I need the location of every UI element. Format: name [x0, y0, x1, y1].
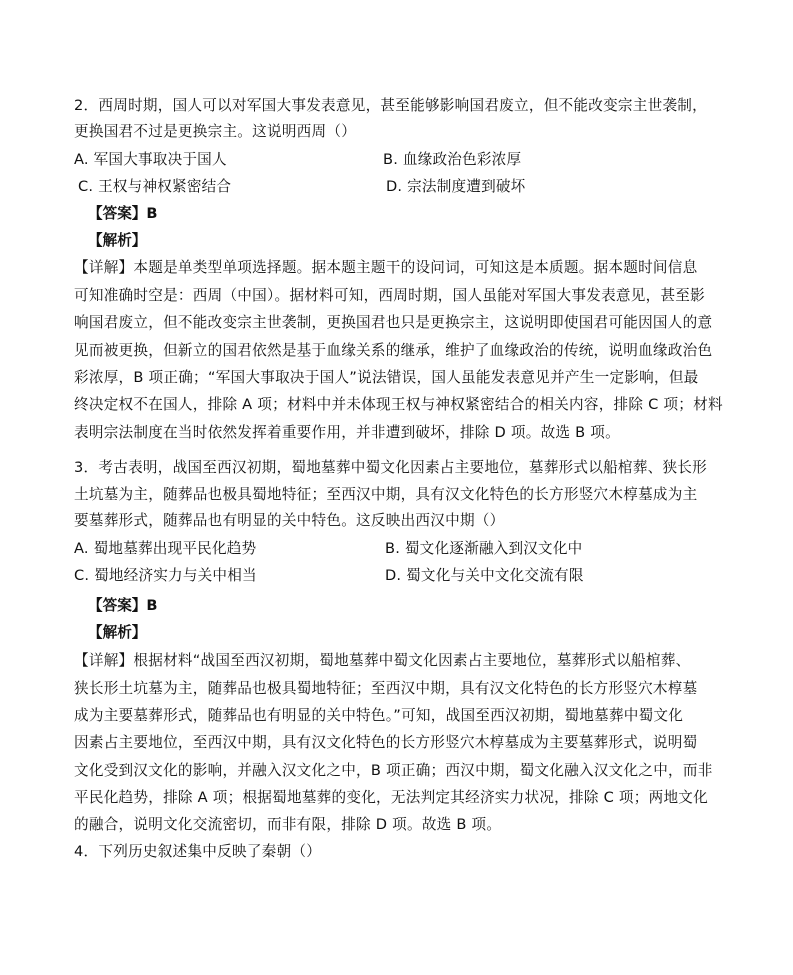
q3-stem-line-3: 要墓葬形式，随葬品也有明显的关中特色。这反映出西汉中期（）	[74, 512, 505, 529]
q3-option-c: C. 蜀地经济实力与关中相当	[74, 567, 257, 584]
q3-answer	[88, 596, 158, 616]
q3-stem-line-2: 土坑墓为主，随葬品也极具蜀地特征；至西汉中期，具有汉文化特色的长方形竖穴木椁墓成为主	[74, 486, 698, 503]
q2-detail-line: 表明宗法制度在当时依然发挥着重要作用，并非遭到破坏，排除 D 项。故选 B 项。	[74, 424, 620, 441]
q3-option-b: B. 蜀文化逐渐融入到汉文化中	[385, 540, 583, 557]
q3-analysis-label: 【解析】	[88, 624, 147, 641]
q2-detail-line: 彩浓厚，B 项正确；“军国大事取决于国人”说法错误，国人虽能发表意见并产生一定影响，但最	[74, 369, 699, 386]
q2-answer-value: B	[146, 205, 158, 222]
q2-answer	[88, 204, 158, 224]
q3-detail-line: 【详解】根据材料“战国至西汉初期，蜀地墓葬中蜀文化因素占主要地位，墓葬形式以船棺葬、	[74, 652, 691, 669]
q2-option-c: C. 王权与神权紧密结合	[78, 178, 232, 195]
q3-option-d: D. 蜀文化与关中文化交流有限	[385, 567, 584, 584]
q3-detail-line: 因素占主要地位，至西汉中期，具有汉文化特色的长方形竖穴木椁墓成为主要墓葬形式，说明蜀	[74, 734, 698, 751]
q2-detail-line: 响国君废立，但不能改变宗主世袭制，更换国君也只是更换宗主，这说明即使国君可能因国人的意	[74, 314, 713, 331]
q2-stem-line-2: 更换国君不过是更换宗主。这说明西周（）	[74, 123, 357, 140]
q2-detail-line: 见而被更换，但新立的国君依然是基于血缘关系的继承，维护了血缘政治的传统，说明血缘政治色	[74, 342, 713, 359]
q3-answer-value: B	[146, 597, 158, 614]
q2-detail-line: 可知准确时空是：西周（中国）。据材料可知，西周时期，国人虽能对军国大事发表意见，甚至影	[74, 287, 705, 304]
q2-analysis-label: 【解析】	[88, 232, 147, 249]
q3-detail-line: 成为主要墓葬形式，随葬品也有明显的关中特色。”可知，战国至西汉初期，蜀地墓葬中蜀文化	[74, 707, 684, 724]
q3-stem-line-1: 3．考古表明，战国至西汉初期，蜀地墓葬中蜀文化因素占主要地位，墓葬形式以船棺葬、狭长形	[74, 459, 707, 476]
q4-stem-line-1: 4．下列历史叙述集中反映了秦朝（）	[74, 843, 322, 860]
q2-option-b: B. 血缘政治色彩浓厚	[383, 151, 522, 168]
q3-detail-line: 的融合，说明文化交流密切，而非有限，排除 D 项。故选 B 项。	[74, 816, 502, 833]
q2-detail-line: 终决定权不在国人，排除 A 项；材料中并未体现王权与神权紧密结合的相关内容，排除 C 项；材料	[74, 396, 723, 413]
q2-detail-line: 【详解】本题是单类型单项选择题。据本题主题干的设问词，可知这是本质题。据本题时间信息	[74, 259, 698, 276]
q3-detail-line: 狭长形土坑墓为主，随葬品也极具蜀地特征；至西汉中期，具有汉文化特色的长方形竖穴木椁墓	[74, 680, 698, 697]
q3-detail-line: 平民化趋势，排除 A 项；根据蜀地墓葬的变化，无法判定其经济实力状况，排除 C 项；两地文化	[74, 789, 708, 806]
q2-stem-line-1: 2．西周时期，国人可以对军国大事发表意见，甚至能够影响国君废立，但不能改变宗主世袭制，	[74, 97, 707, 114]
q2-option-d: D. 宗法制度遭到破坏	[386, 178, 526, 195]
q2-option-a: A. 军国大事取决于国人	[74, 151, 227, 168]
q3-answer-label: 【答案】	[88, 597, 147, 614]
q2-answer-label: 【答案】	[88, 205, 147, 222]
q3-option-a: A. 蜀地墓葬出现平民化趋势	[74, 540, 257, 557]
q3-detail-line: 文化受到汉文化的影响，并融入汉文化之中，B 项正确；西汉中期，蜀文化融入汉文化之中，而非	[74, 762, 713, 779]
